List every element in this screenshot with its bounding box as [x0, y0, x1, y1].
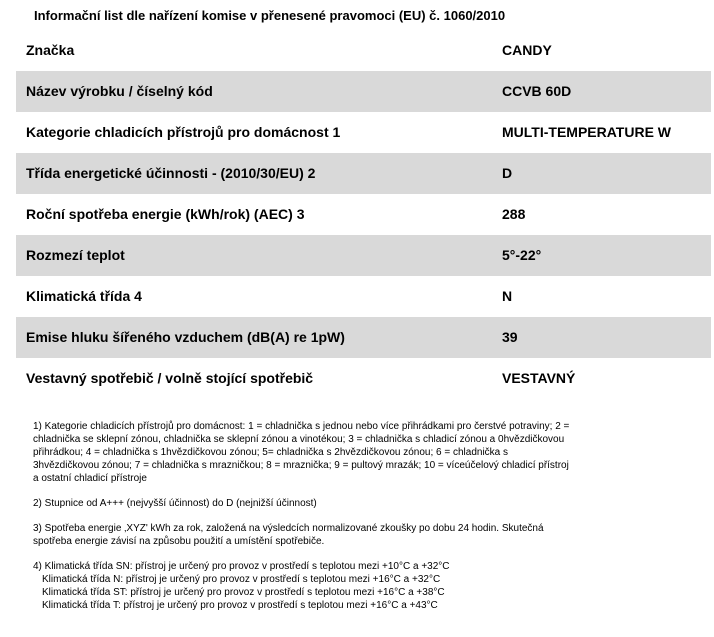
footnote-line: přihrádkou; 4 = chladnička s 1hvězdičkovou zónou; 5= chladnička s 2hvězdičkovou zónou; 6 = chladnička s: [33, 447, 509, 458]
footnotes: [33, 420, 703, 624]
footnote-4: [33, 560, 703, 612]
footnote-line: 3) Spotřeba energie ‚XYZ' kWh za rok, založená na výsledcích normalizované zkoušky po dobu 24 hodin. Skutečná: [33, 523, 544, 534]
row-value: D: [502, 165, 513, 181]
row-label: Roční spotřeba energie (kWh/rok) (AEC) 3: [26, 206, 305, 222]
footnote-line: Klimatická třída N: přístroj je určený pro provoz v prostředí s teplotou mezi +16°C a +32°C: [42, 574, 441, 585]
table-row: [16, 276, 711, 317]
footnote-2: [33, 497, 703, 510]
footnote-1: [33, 420, 703, 485]
table-row: [16, 194, 711, 235]
footnote-line: 4) Klimatická třída SN: přístroj je určený pro provoz v prostředí s teplotou mezi +10°C a +32°C: [33, 561, 450, 572]
footnote-line: spotřeba energie závisí na způsobu použití a umístění spotřebiče.: [33, 536, 325, 547]
row-label: Název výrobku / číselný kód: [26, 83, 213, 99]
row-label: Kategorie chladicích přístrojů pro domácnost 1: [26, 124, 341, 140]
table-row: [16, 317, 711, 358]
table-row: [16, 30, 711, 71]
table-row: [16, 153, 711, 194]
row-value: CCVB 60D: [502, 83, 572, 99]
row-label: Vestavný spotřebič / volně stojící spotřebič: [26, 370, 314, 386]
table-row: [16, 235, 711, 276]
row-label: Třída energetické účinnosti - (2010/30/EU) 2: [26, 165, 316, 181]
footnote-line: chladnička se sklepní zónou, chladnička se sklepní zónou a vinotékou; 3 = chladnička s chladicí zónou a 0hvězdičkovou: [33, 434, 565, 445]
row-value: MULTI-TEMPERATURE W: [502, 124, 672, 140]
footnote-line: 3hvězdičkovou zónou; 7 = chladnička s mrazničkou; 8 = mraznička; 9 = pultový mrazák; 10 = víceúčelový chladicí přístroj: [33, 460, 569, 471]
document-title: Informační list dle nařízení komise v přenesené pravomoci (EU) č. 1060/2010: [34, 8, 506, 23]
table-row: [16, 71, 711, 112]
footnote-line: Klimatická třída T: přístroj je určený pro provoz v prostředí s teplotou mezi +16°C a +43°C: [42, 600, 438, 611]
footnote-line: Klimatická třída ST: přístroj je určený pro provoz v prostředí s teplotou mezi +16°C a +38°C: [42, 587, 445, 598]
table-row: [16, 358, 711, 399]
row-label: Značka: [26, 42, 75, 58]
table-row: [16, 112, 711, 153]
footnote-line: 1) Kategorie chladicích přístrojů pro domácnost: 1 = chladnička s jednou nebo více přihrádkami pro čerstvé potraviny; 2 =: [33, 421, 570, 432]
footnote-3: [33, 522, 703, 548]
row-label: Emise hluku šířeného vzduchem (dB(A) re 1pW): [26, 329, 345, 345]
info-table: [16, 30, 711, 399]
footnote-line: 2) Stupnice od A+++ (nejvyšší účinnost) do D (nejnižší účinnost): [33, 498, 317, 509]
row-value: 5°-22°: [502, 247, 542, 263]
row-value: 288: [502, 206, 526, 222]
row-value: CANDY: [502, 42, 552, 58]
footnote-line: a ostatní chladicí přístroje: [33, 473, 147, 484]
row-label: Rozmezí teplot: [26, 247, 125, 263]
row-value: VESTAVNÝ: [502, 370, 576, 386]
row-label: Klimatická třída 4: [26, 288, 142, 304]
row-value: 39: [502, 329, 518, 345]
row-value: N: [502, 288, 513, 304]
